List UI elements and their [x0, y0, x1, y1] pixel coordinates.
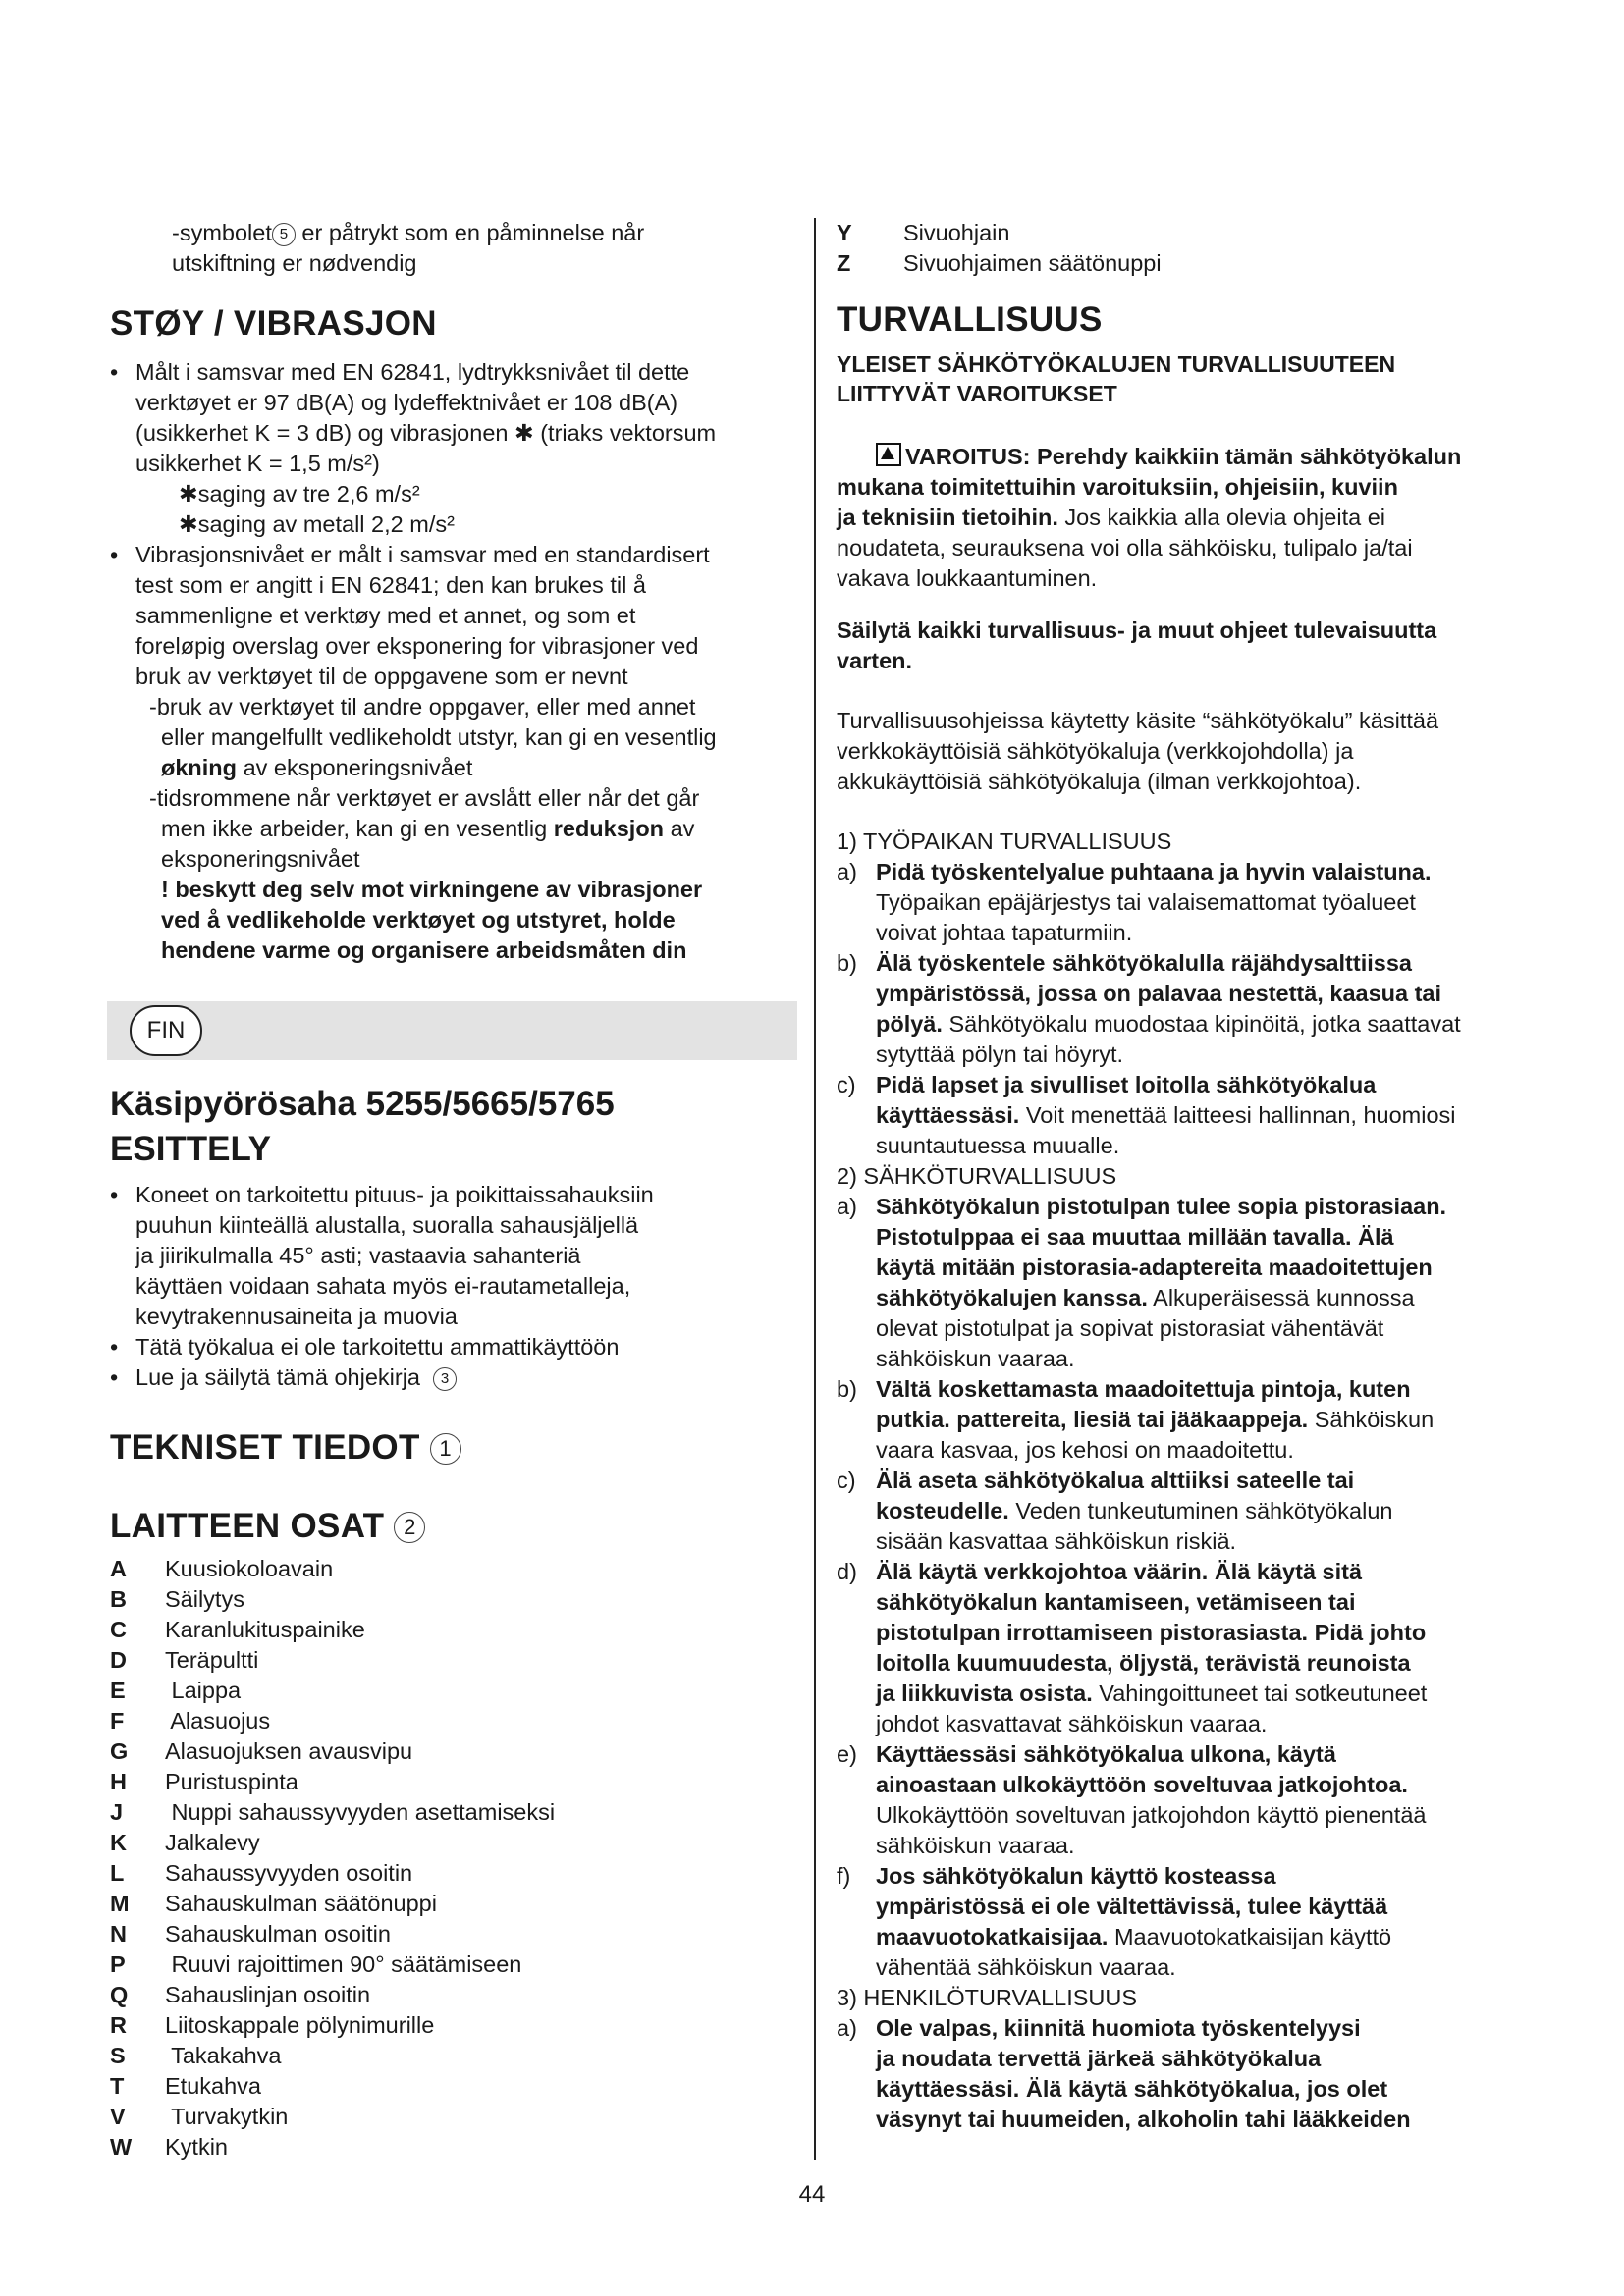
section-work-area: 1) TYÖPAIKAN TURVALLISUUS	[837, 828, 1172, 854]
list-item: M Sahauskulman säätönuppi	[110, 1891, 437, 1916]
left-column	[110, 218, 797, 2163]
list-item: f) Jos sähkötyökalun käyttö kosteassa ympäristössä ei ole vältettävissä, tulee käyttää maavuotokatkaisijaa. Maavuotokatkaisijan käyttö vähentää sähköiskun vaaraa.	[837, 1863, 1392, 1980]
section-electrical: 2) SÄHKÖTURVALLISUUS	[837, 1163, 1117, 1189]
list-item: L Sahaussyvyyden osoitin	[110, 1860, 413, 1886]
intro-list	[110, 1180, 797, 1393]
circled-number-icon: 3	[433, 1367, 457, 1391]
list-item: V Turvakytkin	[110, 2104, 289, 2129]
product-title: Käsipyörösaha 5255/5665/5765	[110, 1085, 615, 1123]
list-item: J Nuppi sahaussyvyyden asettamiseksi	[110, 1799, 556, 1825]
parts-list-continued	[837, 218, 1494, 279]
circled-number-icon: 2	[394, 1512, 425, 1543]
list-item: H Puristuspinta	[110, 1769, 298, 1794]
list-item: A Kuusiokoloavain	[110, 1556, 334, 1581]
safety-subheading: YLEISET SÄHKÖTYÖKALUJEN TURVALLISUUTEEN LIITTYVÄT VAROITUKSET	[837, 351, 1396, 406]
list-item: d) Älä käytä verkkojohtoa väärin. Älä käytä sitä sähkötyökalun kantamiseen, vetämiseen tai pistotulpan irrottamiseen pistorasiasta. Pidä johto loitolla kuumuudesta, öljystä, terävistä reunoista ja liikkuvista osista. Vahingoittuneet tai sotkeutuneet johdot kasvattavat sähköiskun vaaraa.	[837, 1559, 1428, 1736]
circled-number-icon: 5	[272, 223, 296, 246]
list-item: F Alasuojus	[110, 1708, 271, 1734]
parts-heading: LAITTEEN OSAT 2	[110, 1507, 797, 1546]
list-item: e) Käyttäessäsi sähkötyökalua ulkona, käytä ainoastaan ulkokäyttöön soveltuvaa jatkojohtoa. Ulkokäyttöön soveltuvan jatkojohdon käyttö pienentää sähköiskun vaaraa.	[837, 1741, 1427, 1858]
tech-data-heading: TEKNISET TIEDOT 1	[110, 1428, 797, 1468]
list-item: W Kytkin	[110, 2134, 228, 2160]
star-icon: ✱	[179, 481, 198, 507]
vibration-subnote-1: -bruk av verktøyet til andre oppgaver, eller med annet eller mangelfullt vedlikeholdt utstyr, kan gi en vesentlig økning av eksponeringsnivået	[149, 694, 717, 780]
list-item: B Säilytys	[110, 1586, 244, 1612]
page-number: 44	[798, 2181, 826, 2208]
list-item: a) Sähkötyökalun pistotulpan tulee sopia pistorasiaan. Pistotulppaa ei saa muuttaa millään tavalla. Älä käytä mitään pistorasia-adaptereita maadoitettujen sähkötyökalujen kanssa. Alkuperäisessä kunnossa olevat pistotulpat ja sopivat pistorasiat vähentävät sähköiskun vaaraa.	[837, 1194, 1447, 1371]
circled-number-icon: 1	[430, 1433, 461, 1465]
list-item: C Karanlukituspainike	[110, 1617, 365, 1642]
language-badge: FIN	[130, 1005, 202, 1056]
list-item: • Koneet on tarkoitettu pituus- ja poikittaissahauksiin puuhun kiinteällä alustalla, suoralla sahausjäljellä ja jiirikulmalla 45° asti; vastaavia sahanteriä käyttäen voidaan sahata myös ei-rautametalleja, kevytrakennusaineita ja muovia	[110, 1180, 797, 1332]
noise-vibration-heading: STØY / VIBRASJON	[110, 304, 437, 343]
warning-icon	[876, 443, 901, 466]
list-item: E Laippa	[110, 1678, 242, 1703]
safety-heading: TURVALLISUUS	[837, 300, 1103, 339]
noise-list	[110, 357, 797, 692]
list-item: Z Sivuohjaimen säätönuppi	[837, 250, 1162, 276]
list-item: c) Pidä lapset ja sivulliset loitolla sähkötyökalua käyttäessäsi. Voit menettää laitteesi hallinnan, huomiosi suuntautuessa muualle.	[837, 1072, 1456, 1158]
column-divider	[814, 218, 816, 2160]
list-item: Q Sahauslinjan osoitin	[110, 1982, 371, 2007]
general-warning: VAROITUS: Perehdy kaikkiin tämän sähkötyökalun mukana toimitettuihin varoituksiin, ohjeisiin, kuviin ja teknisiin tietoihin. Jos kaikkia alla olevia ohjeita ei noudateta, seurauksena voi olla sähköisku, tulipalo ja/tai vakava loukkaantuminen.	[837, 444, 1462, 591]
list-item: a) Pidä työskentelyalue puhtaana ja hyvin valaistuna. Työpaikan epäjärjestys tai valaisemattomat työalueet voivat johtaa tapaturmiin.	[837, 859, 1432, 945]
list-item: • Målt i samsvar med EN 62841, lydtrykksnivået til dette verktøyet er 97 dB(A) og lydeffektnivået er 108 dB(A) (usikkerhet K = 3 dB) og vibrasjonen ✱ (triaks vektorsum usikkerhet K = 1,5 m/s²) ✱saging av tre 2,6 m/s² ✱saging av metall 2,2 m/s²	[110, 357, 797, 540]
vibration-warning: ! beskytt deg selv mot virkningene av vibrasjoner ved å vedlikeholde verktøyet og utstyret, holde hendene varme og organisere arbeidsmåten din	[161, 877, 703, 963]
right-column	[837, 218, 1494, 2135]
language-banner	[107, 1001, 797, 1060]
term-definition: Turvallisuusohjeissa käytetty käsite “sähkötyökalu” käsittää verkkokäyttöisiä sähkötyökaluja (verkkojohdolla) ja akkukäyttöisiä sähkötyökaluja (ilman verkkojohtoa).	[837, 708, 1439, 794]
list-item: • Vibrasjonsnivået er målt i samsvar med en standardisert test som er angitt i EN 62841; den kan brukes til å sammenligne et verktøy med et annet, og som et foreløpig overslag over eksponering for vibrasjoner ved bruk av verktøyet til de oppgavene som er nevnt	[110, 540, 797, 692]
list-item: Y Sivuohjain	[837, 220, 1010, 245]
list-item: b) Älä työskentele sähkötyökalulla räjähdysalttiissa ympäristössä, jossa on palavaa nestettä, kaasua tai pölyä. Sähkötyökalu muodostaa kipinöitä, jotka saattavat sytyttää pölyn tai höyryt.	[837, 950, 1461, 1067]
star-icon: ✱	[179, 511, 198, 537]
list-item: b) Vältä koskettamasta maadoitettuja pintoja, kuten putkia. pattereita, liesiä tai jääkaappeja. Sähköiskun vaara kasvaa, jos kehosi on maadoitettu.	[837, 1376, 1435, 1463]
list-item: c) Älä aseta sähkötyökalua alttiiksi sateelle tai kosteudelle. Veden tunkeutuminen sähkötyökalun sisään kasvattaa sähköiskun riskiä.	[837, 1468, 1393, 1554]
list-item: • Lue ja säilytä tämä ohjekirja 3	[110, 1362, 797, 1393]
list-item: a) Ole valpas, kiinnitä huomiota työskentelyysi ja noudata tervettä järkeä sähkötyökalua käyttäessäsi. Älä käytä sähkötyökalua, jos olet väsynyt tai huumeiden, alkoholin tahi lääkkeiden	[837, 2015, 1411, 2132]
section-personal: 3) HENKILÖTURVALLISUUS	[837, 1985, 1138, 2010]
list-item: G Alasuojuksen avausvipu	[110, 1738, 413, 1764]
list-item: R Liitoskappale pölynimurille	[110, 2012, 435, 2038]
parts-list	[110, 1554, 797, 2163]
list-item: P Ruuvi rajoittimen 90° säätämiseen	[110, 1951, 522, 1977]
star-icon: ✱	[514, 420, 534, 446]
intro-heading: ESITTELY	[110, 1130, 272, 1168]
keep-instructions: Säilytä kaikki turvallisuus- ja muut ohjeet tulevaisuutta varten.	[837, 617, 1437, 673]
list-item: N Sahauskulman osoitin	[110, 1921, 391, 1947]
list-item: • Tätä työkalua ei ole tarkoitettu ammattikäyttöön	[110, 1332, 797, 1362]
list-item: K Jalkalevy	[110, 1830, 260, 1855]
symbol-note: -symbolet 5 er påtrykt som en påminnelse når utskiftning er nødvendig	[172, 220, 645, 276]
vibration-subnote-2: -tidsrommene når verktøyet er avslått eller når det går men ikke arbeider, kan gi en vesentlig reduksjon av eksponeringsnivået	[149, 785, 700, 872]
list-item: S Takakahva	[110, 2043, 282, 2068]
list-item: D Teräpultti	[110, 1647, 259, 1673]
list-item: T Etukahva	[110, 2073, 261, 2099]
